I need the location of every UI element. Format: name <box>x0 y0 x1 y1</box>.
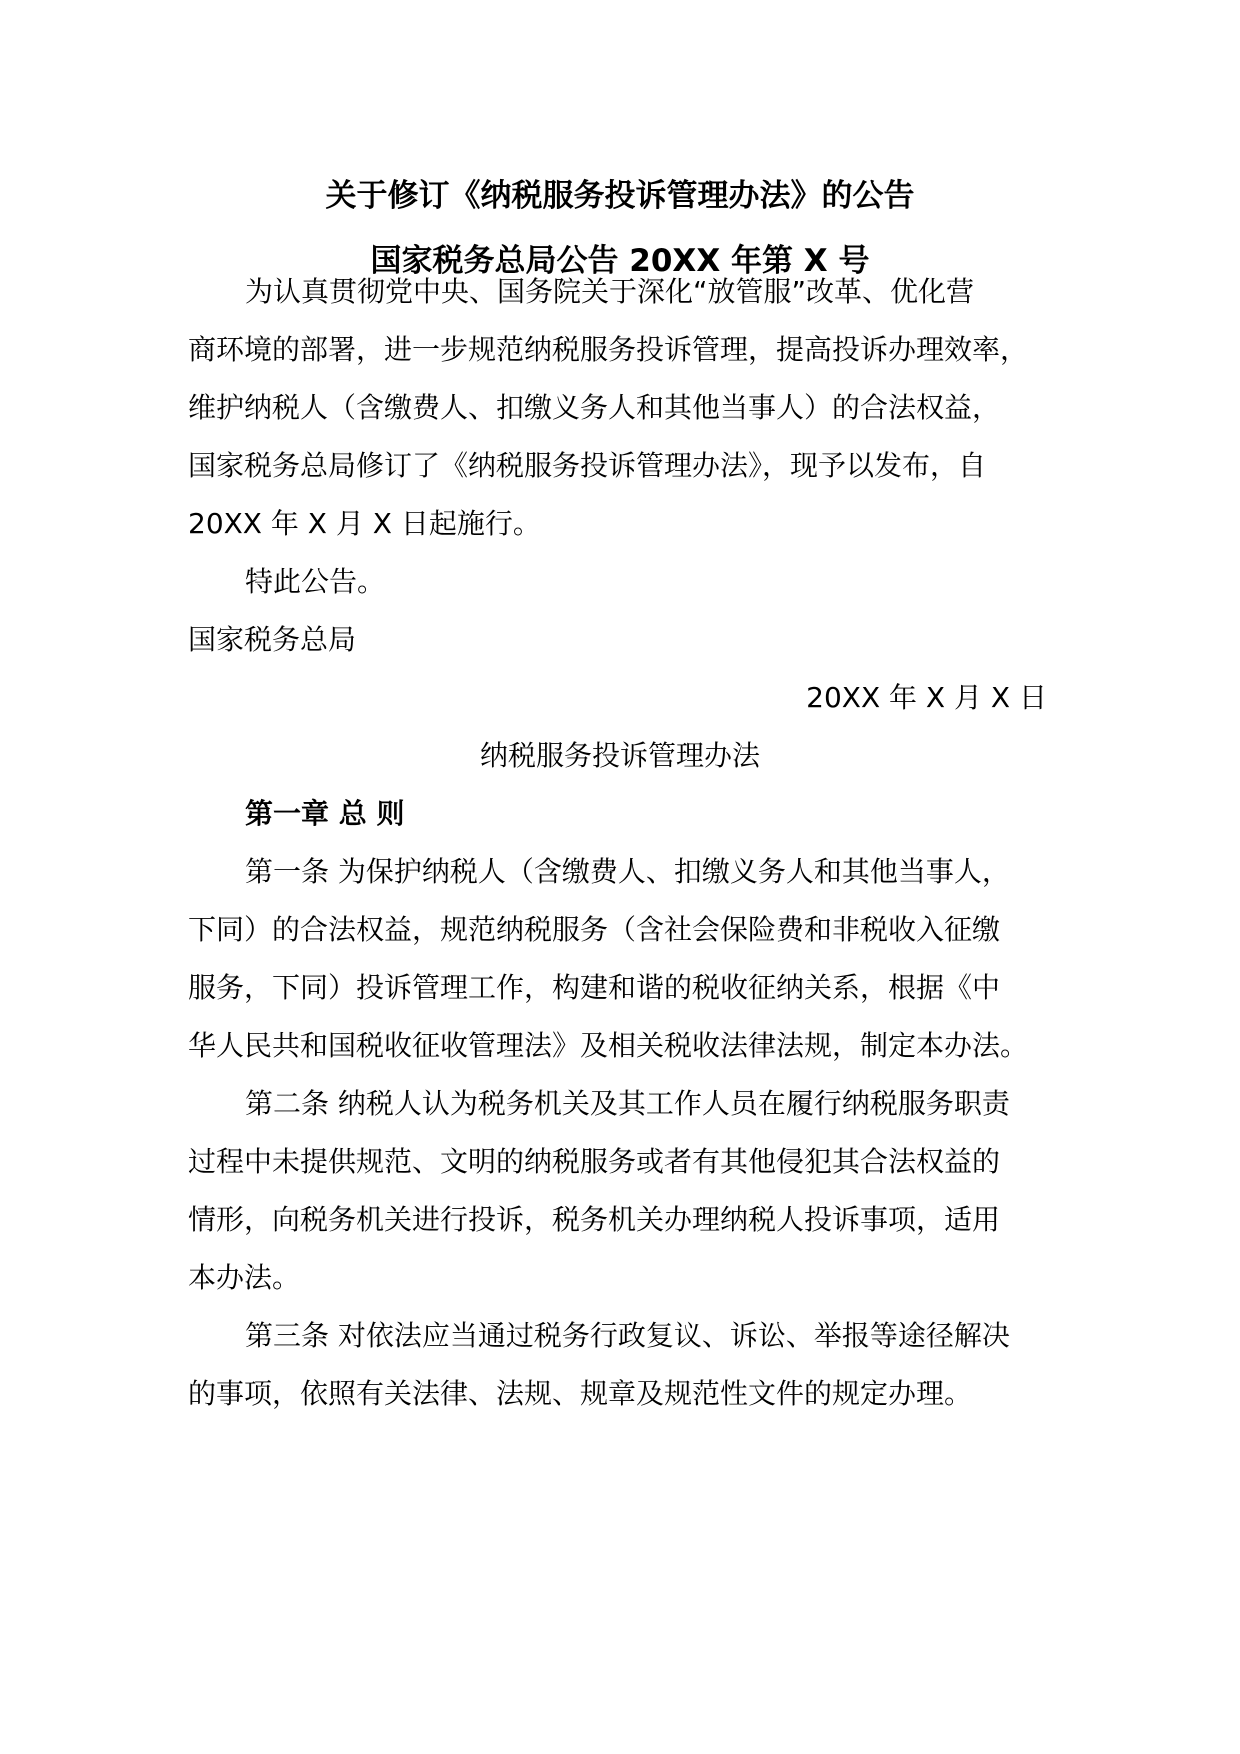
article-line: 本办法。 <box>188 1261 301 1294</box>
intro-line: 商环境的部署，进一步规范纳税服务投诉管理，提高投诉办理效率， <box>188 333 1029 366</box>
intro-line: 维护纳税人（含缴费人、扣缴义务人和其他当事人）的合法权益， <box>188 391 1001 424</box>
intro-line: 为认真贯彻党中央、国务院关于深化“放管服”改革、优化营 <box>245 275 975 308</box>
issuer-name: 国家税务总局 <box>188 623 357 656</box>
intro-line: 20XX 年 X 月 X 日起施行。 <box>188 507 541 540</box>
article-line: 下同）的合法权益，规范纳税服务（含社会保险费和非税收入征缴 <box>188 913 1001 946</box>
document-title: 关于修订《纳税服务投诉管理办法》的公告 <box>325 178 915 214</box>
article-line: 华人民共和国税收征收管理法》及相关税收法律法规，制定本办法。 <box>188 1029 1029 1062</box>
intro-line: 国家税务总局修订了《纳税服务投诉管理办法》，现予以发布，自 <box>188 449 987 482</box>
article-line: 情形，向税务机关进行投诉，税务机关办理纳税人投诉事项，适用 <box>188 1203 1001 1236</box>
article-line: 过程中未提供规范、文明的纳税服务或者有其他侵犯其合法权益的 <box>188 1145 1001 1178</box>
article-line: 服务，下同）投诉管理工作，构建和谐的税收征纳关系，根据《中 <box>188 971 1001 1004</box>
closing-text: 特此公告。 <box>245 565 386 598</box>
article-line: 第一条 为保护纳税人（含缴费人、扣缴义务人和其他当事人， <box>245 855 1010 888</box>
regulation-title: 纳税服务投诉管理办法 <box>479 739 760 772</box>
chapter-heading: 第一章 总 则 <box>245 797 405 830</box>
article-line: 第三条 对依法应当通过税务行政复议、诉讼、举报等途径解决 <box>245 1319 1010 1352</box>
article-line: 的事项，依照有关法律、法规、规章及规范性文件的规定办理。 <box>188 1377 973 1410</box>
issue-date: 20XX 年 X 月 X 日 <box>806 681 1047 714</box>
article-line: 第二条 纳税人认为税务机关及其工作人员在履行纳税服务职责 <box>245 1087 1010 1120</box>
document-subtitle: 国家税务总局公告 20XX 年第 X 号 <box>370 243 870 279</box>
